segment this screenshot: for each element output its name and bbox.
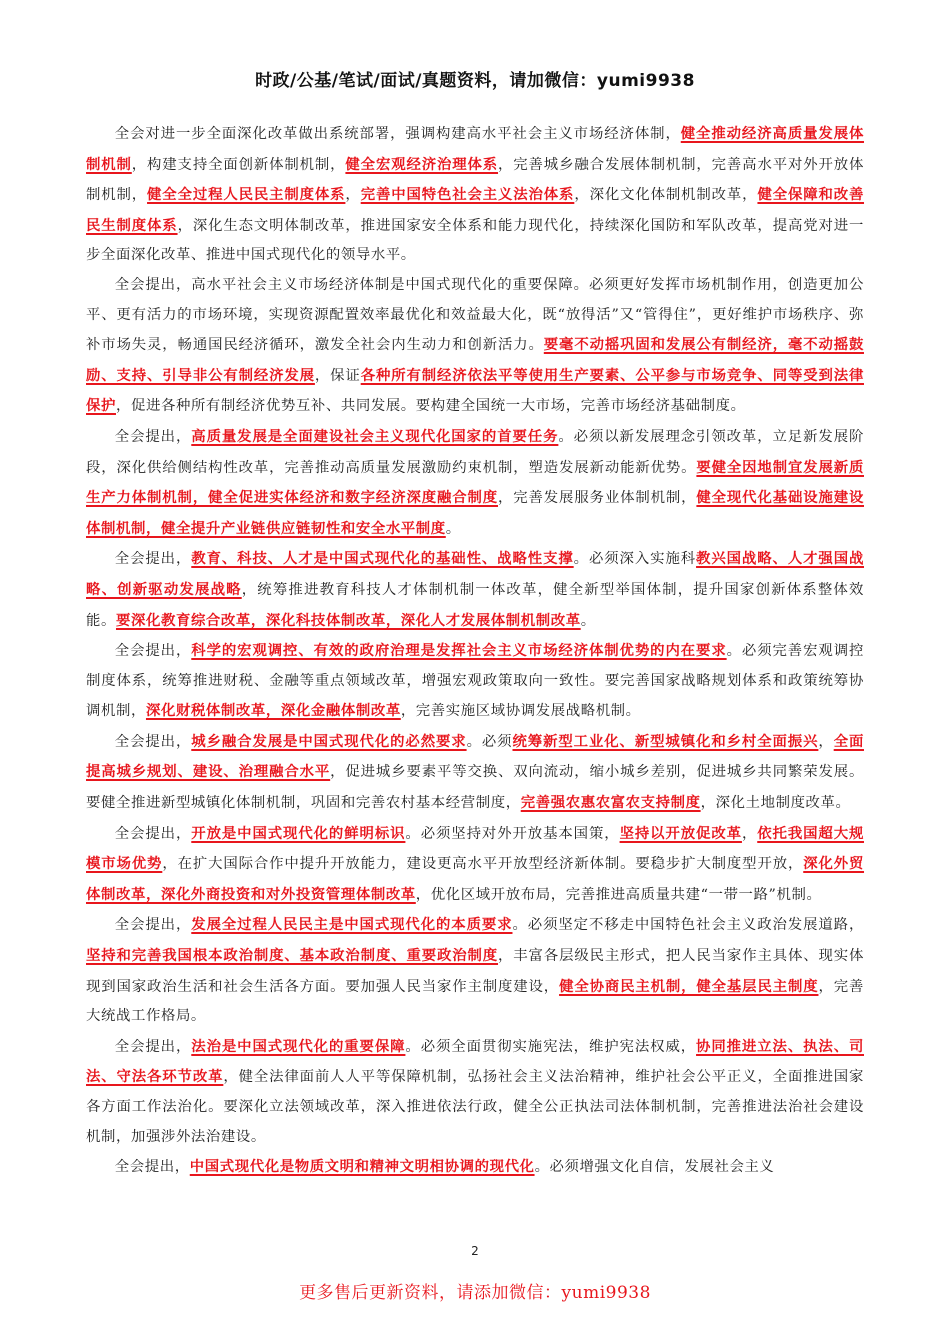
body-text: ，优化区域开放布局，完善推进高质量共建“一带一路”机制。 bbox=[415, 886, 822, 903]
highlighted-text: 要健全因地制宜发展新质生产力体制机制，健全促进实体经济和数字经济深度融合制度 bbox=[86, 458, 864, 507]
body-text: ，健全法律面前人人平等保障机制，弘扬社会主义法治精神，维护社会公平正义，全面推进国家各方面工作法治化。要深化立法领域改革，深入推进依法行政，健全公正执法司法体制机制，完善推进法治社会建设机制，加强涉外法治建设。 bbox=[86, 1069, 864, 1145]
body-text: ，丰富各层级民主形式，把人民当家作主具体、现实体现到国家政治生活和社会生活各方面。要加强人民当家作主制度建设， bbox=[86, 948, 865, 995]
body-text: 。 bbox=[580, 612, 596, 629]
paragraph bbox=[86, 910, 864, 1031]
highlighted-text: 依托我国超大规模市场优势 bbox=[86, 824, 864, 873]
paragraph bbox=[86, 544, 864, 636]
highlighted-text: 高质量发展是全面建设社会主义现代化国家的首要任务 bbox=[191, 427, 559, 445]
highlighted-text: 完善中国特色社会主义法治体系 bbox=[360, 186, 575, 204]
body-text: 。必须增强文化自信，发展社会主义 bbox=[534, 1159, 775, 1176]
highlighted-text: 健全全过程人民民主制度体系 bbox=[147, 186, 346, 204]
body-text: ，促进城乡要素平等交换、双向流动，缩小城乡差别，促进城乡共同繁荣发展。要健全推进新型城镇化体制机制，巩固和完善农村基本经营制度， bbox=[86, 764, 864, 812]
highlighted-text: 完善强农惠农富农支持制度 bbox=[520, 794, 701, 812]
paragraph bbox=[86, 119, 864, 271]
highlighted-text: 健全现代化基础设施建设体制机制，健全提升产业链供应链韧性和安全水平制度 bbox=[86, 489, 864, 537]
body-text: ，深化文化体制机制改革， bbox=[574, 187, 758, 204]
highlighted-text: 深化财税体制改革，深化金融体制改革 bbox=[145, 702, 401, 720]
highlighted-text: 要深化教育综合改革，深化科技体制改革，深化人才发展体制机制改革 bbox=[115, 611, 581, 629]
body-text: 全会提出， bbox=[114, 428, 192, 445]
highlighted-text: 各种所有制经济依法平等使用生产要素、公平参与市场竞争、同等受到法律保护 bbox=[86, 366, 864, 415]
highlighted-text: 健全协商民主机制，健全基层民主制度 bbox=[559, 977, 819, 995]
body-text: ，保证 bbox=[314, 367, 361, 384]
highlighted-text: 统筹新型工业化、新型城镇化和乡村全面振兴 bbox=[512, 732, 819, 750]
paragraph bbox=[86, 1152, 864, 1183]
body-text: 。必须以新发展理念引领改革，立足新发展阶段，深化供给侧结构性改革，完善推动高质量发展激励约束机制，塑造发展新动能新优势。 bbox=[86, 428, 864, 476]
highlighted-text: 中国式现代化是物质文明和精神文明相协调的现代化 bbox=[189, 1158, 535, 1176]
highlighted-text: 深化外贸体制改革，深化外商投资和对外投资管理体制改革 bbox=[86, 855, 865, 903]
highlighted-text: 健全推动经济高质量发展体制机制 bbox=[86, 125, 864, 173]
body-text: 。必须全面贯彻实施宪法，维护宪法权威， bbox=[405, 1038, 697, 1055]
paragraph bbox=[86, 819, 864, 911]
body-text: ，促进各种所有制经济优势互补、共同发展。要构建全国统一大市场，完善市场经济基础制度。 bbox=[115, 398, 746, 415]
highlighted-text: 健全宏观经济治理体系 bbox=[345, 155, 499, 173]
body-text: 全会提出， bbox=[114, 551, 192, 568]
body-text: 。必须坚定不移走中国特色社会主义政治发展道路， bbox=[512, 917, 864, 934]
highlighted-text: 全面提高城乡规划、建设、治理融合水平 bbox=[86, 732, 864, 781]
body-text: ，完善实施区域协调发展战略机制。 bbox=[400, 703, 641, 720]
body-text: 全会提出， bbox=[114, 917, 192, 934]
body-text: ，完善城乡融合发展体制机制，完善高水平对外开放体制机制， bbox=[86, 156, 864, 204]
highlighted-text: 发展全过程人民民主是中国式现代化的本质要求 bbox=[191, 916, 513, 934]
page-number: 2 bbox=[471, 1244, 479, 1258]
body-text: 全会提出，高水平社会主义市场经济体制是中国式现代化的重要保障。必须更好发挥市场机制作用，创造更加公平、更有活力的市场环境，实现资源配置效率最优化和效益最大化，既“放得活”又“管得住”，更好维护市场秩序、弥补市场失灵，畅通国民经济循环，激发全社会内生动力和创新活力。 bbox=[86, 276, 864, 354]
document-body bbox=[86, 119, 864, 1183]
body-text: 全会提出， bbox=[114, 825, 192, 842]
paragraph bbox=[86, 636, 864, 727]
body-text: 。必须深入实施科 bbox=[573, 551, 697, 568]
paragraph bbox=[86, 727, 864, 819]
body-text: 全会提出， bbox=[114, 733, 192, 750]
body-text: ，深化土地制度改革。 bbox=[700, 795, 851, 812]
body-text: ，深化生态文明体制改革，推进国家安全体系和能力现代化，持续深化国防和军队改革，提高党对进一步全面深化改革、推进中国式现代化的领导水平。 bbox=[86, 217, 864, 264]
body-text: 全会提出， bbox=[114, 1159, 190, 1176]
page-footer: 更多售后更新资料，请添加微信：yumi9938 bbox=[299, 1283, 651, 1303]
highlighted-text: 教兴国战略、人才强国战略、创新驱动发展战略 bbox=[86, 550, 864, 598]
highlighted-text: 城乡融合发展是中国式现代化的必然要求 bbox=[191, 732, 467, 750]
body-text: 全会对进一步全面深化改革做出系统部署，强调构建高水平社会主义市场经济体制， bbox=[114, 126, 681, 142]
highlighted-text: 科学的宏观调控、有效的政府治理是发挥社会主义市场经济体制优势的内在要求 bbox=[191, 642, 727, 660]
body-text: ，在扩大国际合作中提升开放能力，建设更高水平开放型经济新体制。要稳步扩大制度型开放， bbox=[162, 856, 804, 873]
body-text: 。 bbox=[445, 520, 461, 537]
body-text: 。必须坚持对外开放基本国策， bbox=[405, 825, 620, 842]
highlighted-text: 教育、科技、人才是中国式现代化的基础性、战略性支撑 bbox=[191, 550, 574, 568]
body-text: 全会提出， bbox=[114, 643, 192, 660]
body-text: 。必须完善宏观调控制度体系，统筹推进财税、金融等重点领域改革，增强宏观政策取向一致性。要完善国家战略规划体系和政策统筹协调机制， bbox=[86, 643, 864, 720]
paragraph bbox=[86, 1032, 864, 1152]
highlighted-text: 坚持以开放促改革 bbox=[619, 824, 742, 842]
highlighted-text: 坚持和完善我国根本政治制度、基本政治制度、重要政治制度 bbox=[86, 947, 499, 965]
body-text: 全会提出， bbox=[114, 1038, 192, 1055]
page-header: 时政/公基/笔试/面试/真题资料，请加微信：yumi9938 bbox=[255, 71, 695, 91]
body-text: ， bbox=[818, 733, 834, 750]
paragraph bbox=[86, 271, 864, 422]
body-text: ，构建支持全面创新体制机制， bbox=[131, 156, 346, 173]
body-text: ，完善发展服务业体制机制， bbox=[498, 490, 697, 507]
highlighted-text: 法治是中国式现代化的重要保障 bbox=[191, 1037, 406, 1055]
highlighted-text: 要毫不动摇巩固和发展公有制经济，毫不动摇鼓励、支持、引导非公有制经济发展 bbox=[86, 336, 864, 384]
body-text: 。必须 bbox=[466, 733, 513, 750]
highlighted-text: 健全保障和改善民生制度体系 bbox=[86, 186, 865, 234]
body-text: ， bbox=[345, 187, 361, 204]
body-text: ， bbox=[741, 825, 758, 842]
highlighted-text: 开放是中国式现代化的鲜明标识 bbox=[191, 824, 406, 842]
highlighted-text: 协同推进立法、执法、司法、守法各环节改革 bbox=[86, 1037, 864, 1086]
body-text: ，统筹推进教育科技人才体制机制一体改革，健全新型举国体制，提升国家创新体系整体效能。 bbox=[86, 581, 864, 629]
paragraph bbox=[86, 422, 864, 544]
body-text: ，完善大统战工作格局。 bbox=[86, 978, 864, 1025]
